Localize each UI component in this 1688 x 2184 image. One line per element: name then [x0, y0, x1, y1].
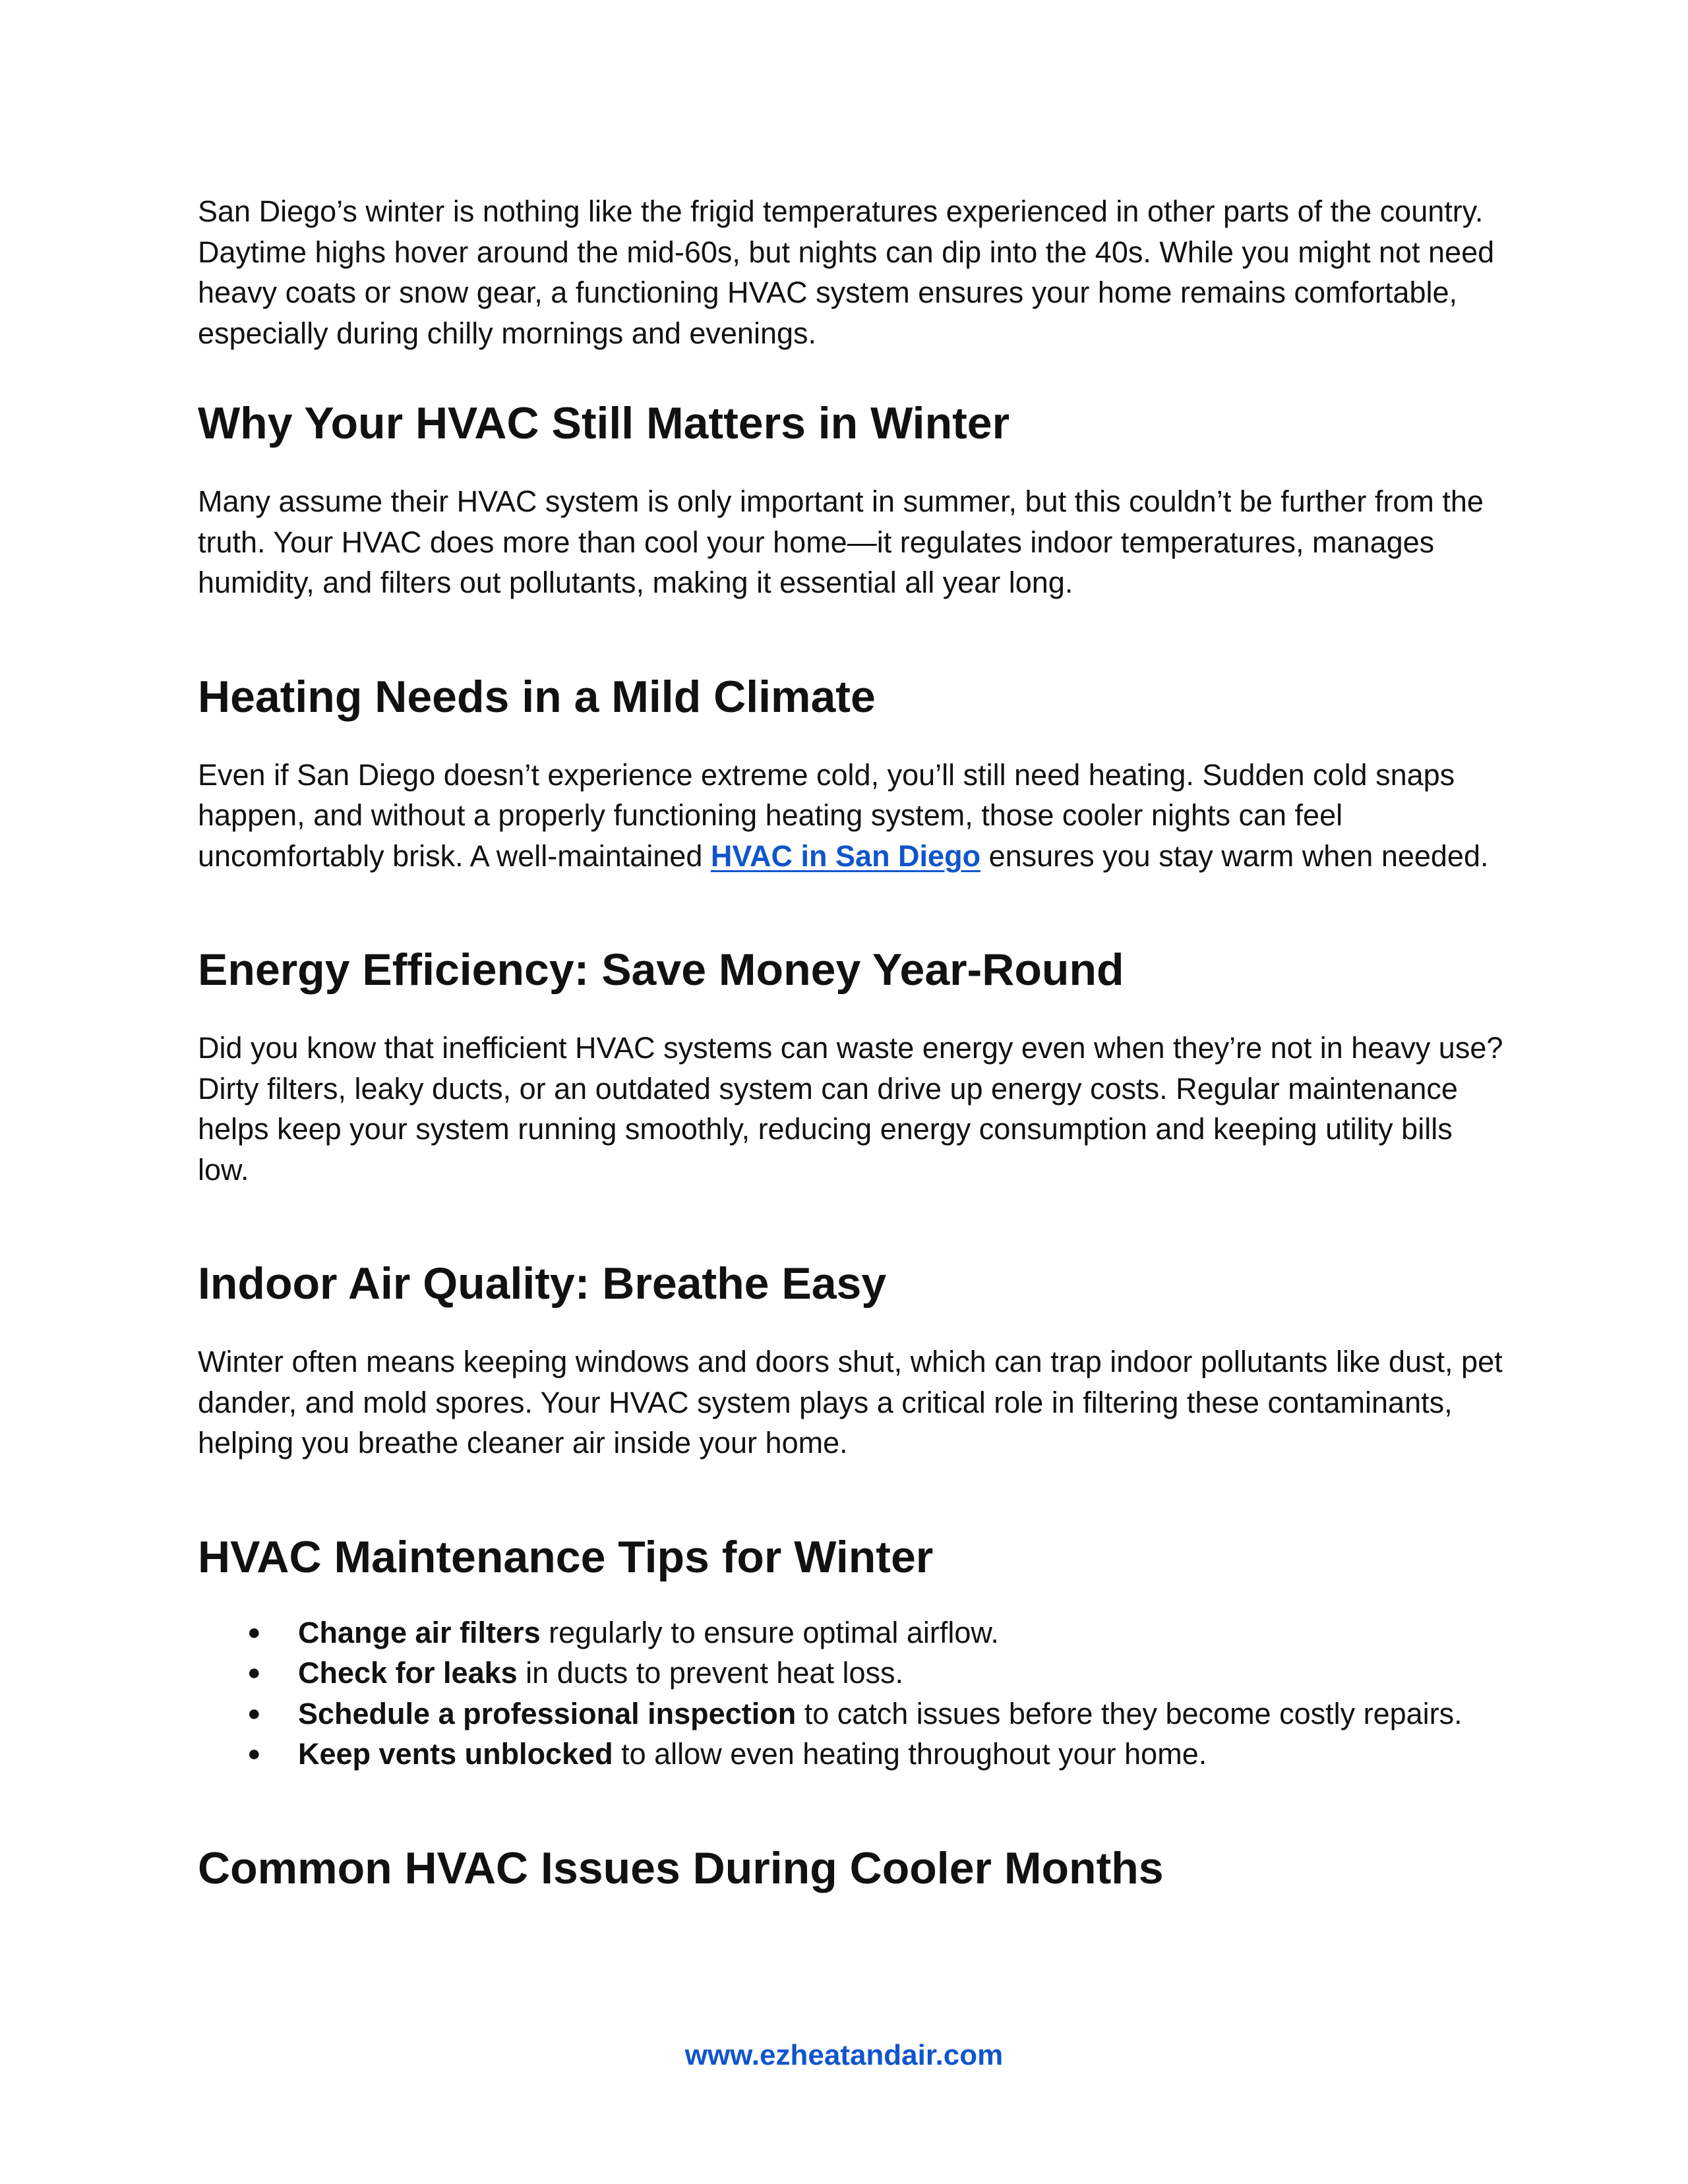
- section-energy-efficiency: [198, 943, 1503, 1190]
- paragraph-text-before-link: Even if San Diego doesn’t experience extreme cold, you’ll still need heating. Sudden cold snaps happen, and without a properly functioning heating system, those cooler nights can feel uncomfortably brisk. A well-maintained: [198, 757, 1455, 873]
- bullet-icon: ●: [247, 1660, 261, 1685]
- section-title: Heating Needs in a Mild Climate: [198, 671, 876, 722]
- section-title: Energy Efficiency: Save Money Year-Round: [198, 945, 1124, 995]
- section-paragraph: Many assume their HVAC system is only important in summer, but this couldn’t be further from the truth. Your HVAC does more than cool your home—it regulates indoor temperatures, manages humidity, and filters out pollutants, making it essential all year long.: [198, 485, 1484, 599]
- tip-bold-text: Change air filters: [298, 1615, 541, 1649]
- section-title: HVAC Maintenance Tips for Winter: [198, 1531, 934, 1582]
- bullet-icon: ●: [247, 1741, 261, 1766]
- section-heating-needs: [198, 670, 1503, 877]
- section-why-hvac-matters: [198, 397, 1503, 603]
- tip-text: to allow even heating throughout your home.: [613, 1737, 1207, 1771]
- tip-bold-text: Keep vents unblocked: [298, 1737, 613, 1771]
- hvac-in-san-diego-link[interactable]: HVAC in San Diego: [710, 839, 981, 873]
- tip-text: in ducts to prevent heat loss.: [517, 1656, 904, 1690]
- section-maintenance-tips: [198, 1531, 1503, 1775]
- bullet-icon: ●: [247, 1619, 261, 1645]
- document-page: [198, 191, 1503, 1895]
- paragraph-text-after-link: ensures you stay warm when needed.: [980, 839, 1489, 873]
- section-paragraph: Winter often means keeping windows and doors shut, which can trap indoor pollutants like dust, pet dander, and mold spores. Your HVAC system plays a critical role in filtering these contaminants, helping you breathe cleaner air inside your home.: [198, 1345, 1503, 1460]
- section-title: Indoor Air Quality: Breathe Easy: [198, 1258, 887, 1309]
- footer-website-link[interactable]: www.ezheatandair.com: [684, 2039, 1004, 2071]
- section-title: Common HVAC Issues During Cooler Months: [198, 1843, 1164, 1893]
- tip-bold-text: Check for leaks: [298, 1656, 518, 1690]
- section-paragraph: [198, 755, 1503, 877]
- list-item: [198, 1694, 1503, 1734]
- section-paragraph: Did you know that inefficient HVAC systems can waste energy even when they’re not in heavy use? Dirty filters, leaky ducts, or an outdated system can drive up energy costs. Regular maintenance helps keep your system running smoothly, reducing energy consumption and keeping utility bills low.: [198, 1031, 1503, 1187]
- tip-text: regularly to ensure optimal airflow.: [540, 1615, 999, 1649]
- list-item: [198, 1734, 1503, 1775]
- tip-text: to catch issues before they become costly repairs.: [796, 1696, 1462, 1730]
- bullet-icon: ●: [247, 1700, 261, 1726]
- section-title: Why Your HVAC Still Matters in Winter: [198, 398, 1010, 448]
- section-indoor-air-quality: [198, 1257, 1503, 1463]
- intro-paragraph: San Diego’s winter is nothing like the frigid temperatures experienced in other parts of the country. Daytime highs hover around the mid-60s, but nights can dip into the 40s. While you might not need heavy coats or snow gear, a functioning HVAC system ensures your home remains comfortable, especially during chilly mornings and evenings.: [198, 194, 1495, 350]
- list-item: [198, 1612, 1503, 1653]
- tips-list: [198, 1612, 1503, 1775]
- list-item: [198, 1653, 1503, 1694]
- tip-bold-text: Schedule a professional inspection: [298, 1696, 797, 1730]
- section-common-issues: [198, 1842, 1503, 1895]
